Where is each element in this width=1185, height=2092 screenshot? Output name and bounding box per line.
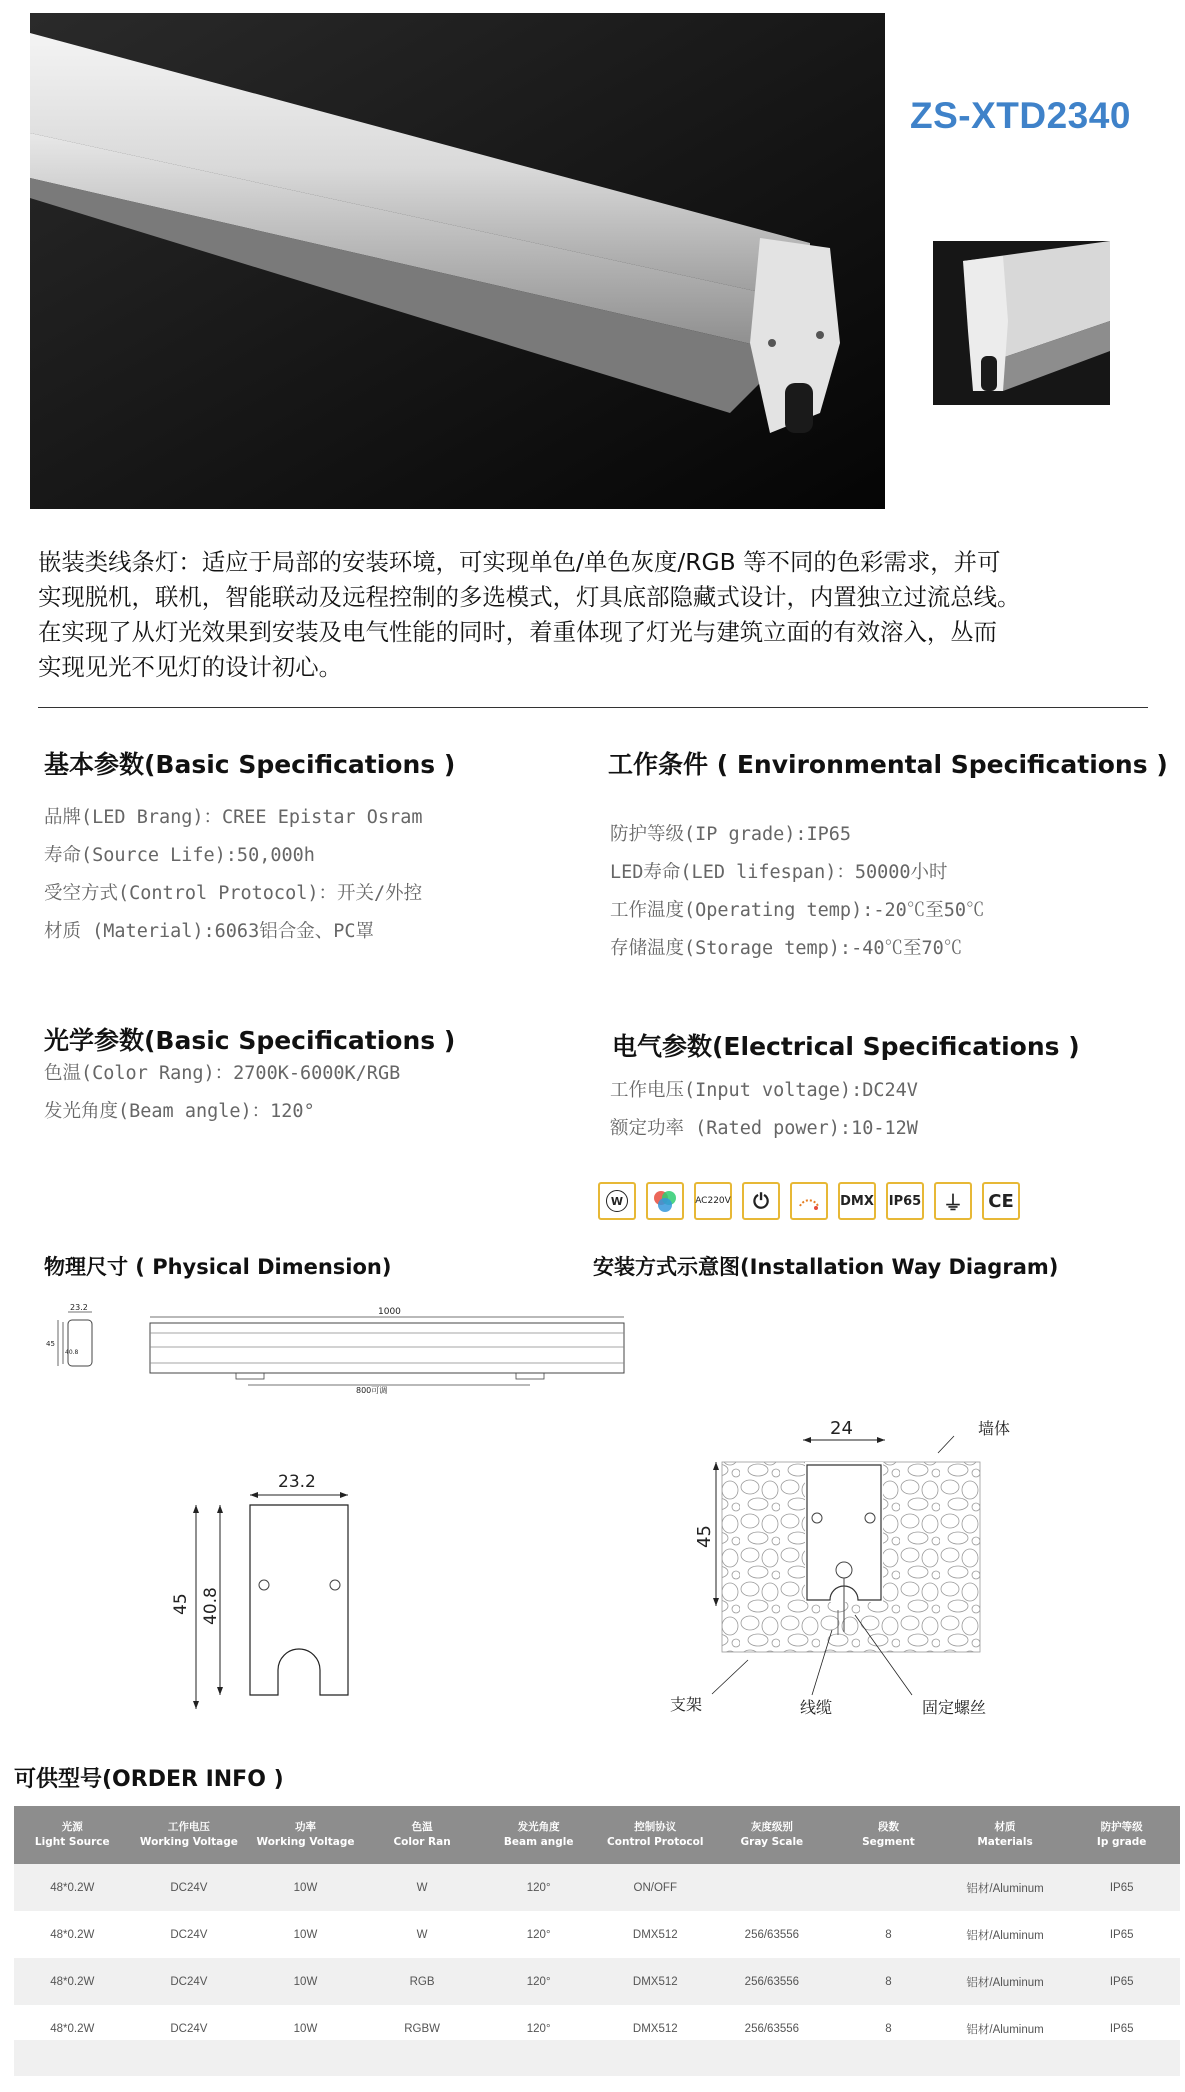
small-height-label: 45 [46, 1340, 55, 1348]
column-header: 光源 Light Source [14, 1806, 131, 1864]
cable-label: 线缆 [800, 1698, 833, 1717]
table-cell: ON/OFF [597, 1864, 714, 1911]
spec-item: LED寿命(LED lifespan)：50000小时 [610, 862, 948, 883]
install-height-label: 45 [694, 1525, 715, 1548]
spec-item: 发光角度(Beam angle)：120° [44, 1101, 315, 1122]
table-cell: 8 [830, 1911, 947, 1958]
optical-specs-list [44, 1055, 400, 1131]
spec-item: 防护等级(IP grade):IP65 [610, 824, 852, 845]
installation-title: 安装方式示意图(Installation Way Diagram) [593, 1255, 1059, 1279]
table-row [14, 1911, 1180, 1958]
table-cell: 8 [830, 1958, 947, 2005]
spec-item: 受空方式(Control Protocol)：开关/外控 [44, 883, 423, 904]
table-cell: 120° [480, 1864, 597, 1911]
table-row [14, 1864, 1180, 1911]
table-cell: 铝材/Aluminum [947, 2005, 1064, 2052]
description-line: 嵌装类线条灯：适应于局部的安装环境，可实现单色/单色灰度/RGB 等不同的色彩需求，并可 [38, 548, 1001, 576]
rgb-color-icon [646, 1182, 684, 1220]
table-cell: DC24V [131, 2005, 248, 2052]
table-cell: RGBW [364, 2005, 481, 2052]
table-cell: DC24V [131, 1911, 248, 1958]
table-cell: 256/63556 [714, 2005, 831, 2052]
dimmer-icon [790, 1182, 828, 1220]
small-inner-height-label: 40.8 [65, 1349, 79, 1356]
dmx-icon: DMX [838, 1182, 876, 1220]
ground-icon: ⏚ [934, 1182, 972, 1220]
table-cell: 铝材/Aluminum [947, 1864, 1064, 1911]
spec-item: 存储温度(Storage temp):-40℃至70℃ [610, 938, 963, 959]
small-cross-section-drawing [40, 1300, 110, 1394]
table-cell: 10W [247, 2005, 364, 2052]
table-cell: 铝材/Aluminum [947, 1958, 1064, 2005]
length-drawing [148, 1305, 628, 1399]
screw-label: 固定螺丝 [922, 1698, 987, 1717]
table-cell: W [364, 1864, 481, 1911]
environmental-specs-list [610, 816, 985, 968]
table-cell: 48*0.2W [14, 1958, 131, 2005]
basic-specs-title: 基本参数(Basic Specifications ) [44, 750, 456, 779]
product-model: ZS-XTD2340 [910, 95, 1131, 136]
spec-item: 工作温度(Operating temp):-20℃至50℃ [610, 900, 985, 921]
ac220v-icon: AC220V [694, 1182, 732, 1220]
product-description [38, 545, 1158, 685]
column-header: 灰度级别 Gray Scale [714, 1806, 831, 1864]
height-outer-label: 45 [171, 1593, 191, 1615]
table-cell: DC24V [131, 1958, 248, 2005]
table-cell: 48*0.2W [14, 1864, 131, 1911]
cross-section-drawing [170, 1465, 370, 1729]
spec-item: 品牌(LED Brang)：CREE Epistar Osram [44, 807, 423, 828]
table-cell: 48*0.2W [14, 2005, 131, 2052]
installation-drawing [660, 1410, 1040, 1734]
environmental-specs-title: 工作条件 ( Environmental Specifications ) [608, 750, 1168, 779]
column-header: 功率 Working Voltage [247, 1806, 364, 1864]
length-label: 1000 [378, 1307, 401, 1317]
adjust-label: 800可调 [356, 1386, 388, 1395]
table-cell: 8 [830, 2005, 947, 2052]
ip65-icon: IP65 [886, 1182, 924, 1220]
table-cell [714, 1864, 831, 1911]
table-cell: RGB [364, 1958, 481, 2005]
table-cell: 10W [247, 1958, 364, 2005]
column-header: 材质 Materials [947, 1806, 1064, 1864]
ce-icon: CE [982, 1182, 1020, 1220]
power-icon: ⏻ [742, 1182, 780, 1220]
column-header: 发光角度 Beam angle [480, 1806, 597, 1864]
table-cell: 10W [247, 1864, 364, 1911]
product-thumbnail [933, 241, 1110, 405]
table-cell: IP65 [1063, 1958, 1180, 2005]
order-info-title: 可供型号(ORDER INFO ) [14, 1767, 284, 1792]
spec-item: 工作电压(Input voltage):DC24V [610, 1080, 918, 1101]
column-header: 色温 Color Ran [364, 1806, 481, 1864]
table-cell: 120° [480, 1958, 597, 2005]
physical-dimension-title: 物理尺寸 ( Physical Dimension) [44, 1255, 392, 1279]
width-label: 23.2 [278, 1472, 316, 1492]
table-row [14, 1958, 1180, 2005]
electrical-specs-title: 电气参数(Electrical Specifications ) [612, 1032, 1080, 1061]
table-cell [830, 1864, 947, 1911]
wattage-icon: W [598, 1182, 636, 1220]
spec-item: 色温(Color Rang)：2700K-6000K/RGB [44, 1063, 401, 1084]
spec-item: 额定功率 (Rated power):10-12W [610, 1118, 918, 1139]
certification-icons [598, 1182, 1020, 1220]
table-cell: 256/63556 [714, 1958, 831, 2005]
description-line: 实现脱机，联机，智能联动及远程控制的多选模式，灯具底部隐藏式设计，内置独立过流总线。 [38, 583, 1021, 611]
spec-item: 材质 (Material):6063铝合金、PC罩 [44, 921, 374, 942]
divider [38, 707, 1148, 708]
table-cell: IP65 [1063, 1864, 1180, 1911]
description-line: 在实现了从灯光效果到安装及电气性能的同时，着重体现了灯光与建筑立面的有效溶入，丛而 [38, 618, 998, 646]
table-cell: 256/63556 [714, 1911, 831, 1958]
bracket-label: 支架 [670, 1695, 703, 1714]
install-width-label: 24 [830, 1418, 853, 1439]
electrical-specs-list [610, 1072, 918, 1148]
column-header: 防护等级 Ip grade [1063, 1806, 1180, 1864]
column-header: 控制协议 Control Protocol [597, 1806, 714, 1864]
optical-specs-title: 光学参数(Basic Specifications ) [44, 1026, 456, 1055]
table-cell: DMX512 [597, 1911, 714, 1958]
description-line: 实现见光不见灯的设计初心。 [38, 653, 343, 681]
table-cell: IP65 [1063, 2005, 1180, 2052]
table-cell: 120° [480, 2005, 597, 2052]
table-cell: IP65 [1063, 1911, 1180, 1958]
order-table [14, 1806, 1180, 2052]
column-header: 工作电压 Working Voltage [131, 1806, 248, 1864]
table-cell: 120° [480, 1911, 597, 1958]
table-cell: DMX512 [597, 1958, 714, 2005]
product-photo [30, 13, 885, 509]
table-header-row [14, 1806, 1180, 1864]
basic-specs-list [44, 799, 423, 951]
table-cell: DMX512 [597, 2005, 714, 2052]
small-width-label: 23.2 [70, 1303, 88, 1312]
table-footer-band [14, 2040, 1180, 2076]
table-cell: DC24V [131, 1864, 248, 1911]
column-header: 段数 Segment [830, 1806, 947, 1864]
height-inner-label: 40.8 [201, 1587, 221, 1625]
table-cell: 10W [247, 1911, 364, 1958]
table-cell: 铝材/Aluminum [947, 1911, 1064, 1958]
wall-label: 墙体 [978, 1419, 1011, 1438]
table-cell: 48*0.2W [14, 1911, 131, 1958]
spec-item: 寿命(Source Life):50,000h [44, 845, 315, 866]
table-cell: W [364, 1911, 481, 1958]
